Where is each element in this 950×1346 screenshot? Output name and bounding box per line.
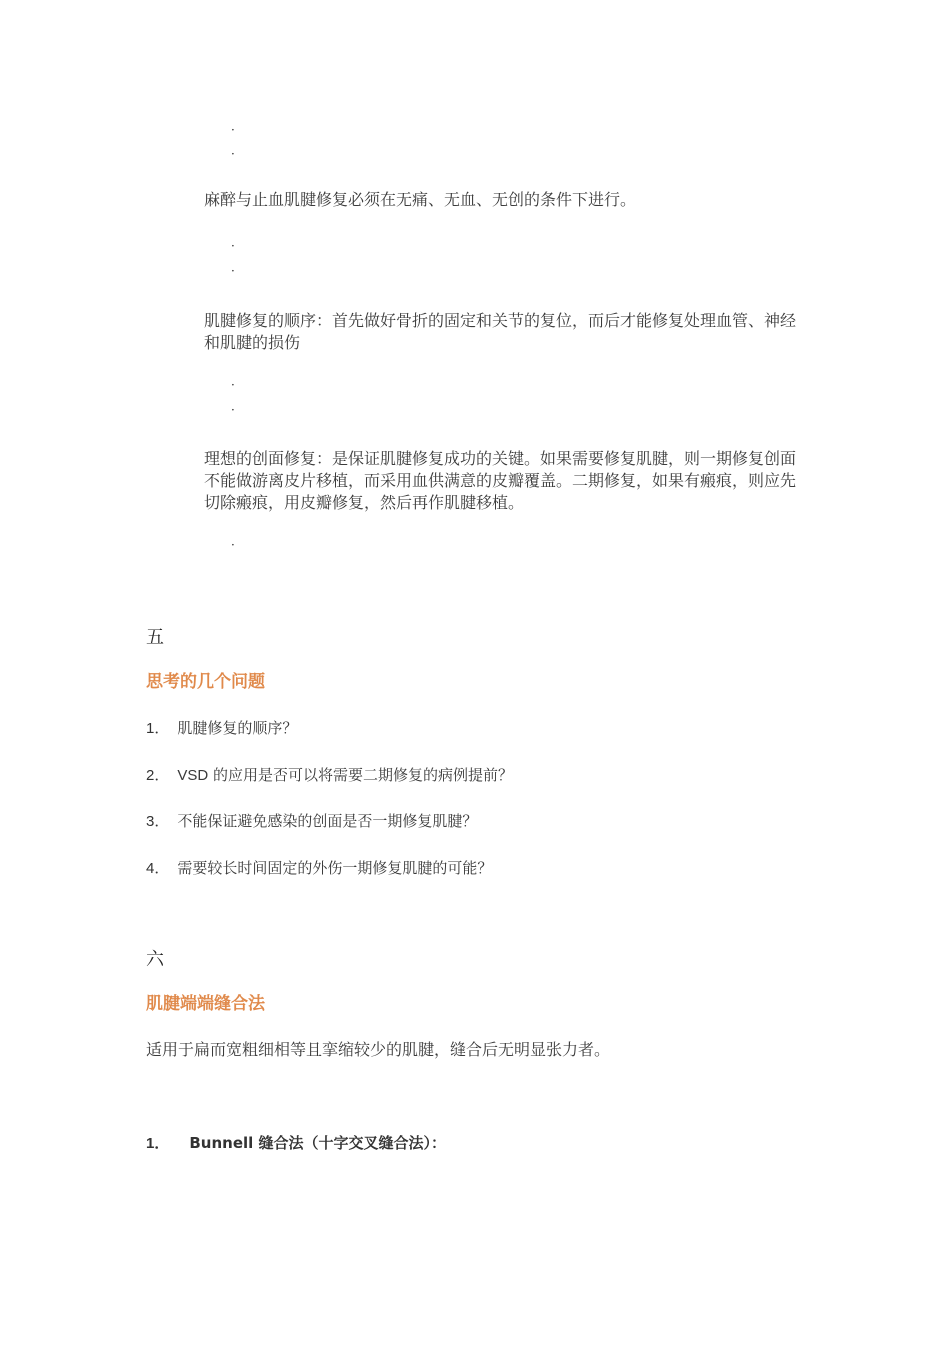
paragraph-wound-repair: 理想的创面修复：是保证肌腱修复成功的关键。如果需要修复肌腱，则一期修复创面不能做游离皮片移植，而采用血供满意的皮瓣覆盖。二期修复，如果有瘢痕，则应先切除瘢痕，用皮瓣修复，然后再作肌腱移植。 (204, 449, 797, 512)
list-abbrev: VSD (177, 767, 209, 784)
list-item (146, 811, 477, 832)
bullet: · (231, 378, 235, 392)
method-title: Bunnell 缝合法（十字交叉缝合法）： (189, 1134, 446, 1152)
bullet: · (231, 147, 235, 161)
list-text: 需要较长时间固定的外伤一期修复肌腱的可能？ (177, 859, 493, 877)
list-number: 4． (146, 860, 170, 877)
list-item (146, 765, 513, 786)
bullet: · (231, 538, 235, 552)
list-number: 3． (146, 813, 170, 830)
paragraph-repair-order: 肌腱修复的顺序：首先做好骨折的固定和关节的复位，而后才能修复处理血管、神经和肌腱的损伤 (204, 311, 797, 352)
method-number: 1． (146, 1135, 170, 1152)
list-text: 不能保证避免感染的创面是否一期修复肌腱？ (177, 812, 478, 830)
bullet: · (231, 403, 235, 417)
bullet: · (231, 239, 235, 253)
list-item (146, 858, 492, 879)
section-number: 五 (146, 627, 164, 648)
section-title: 思考的几个问题 (146, 672, 265, 692)
section-title: 肌腱端端缝合法 (146, 994, 265, 1014)
method-heading (146, 1133, 446, 1154)
section-intro: 适用于扁而宽粗细相等且挛缩较少的肌腱，缝合后无明显张力者。 (146, 1040, 611, 1059)
bullet: · (231, 264, 235, 278)
list-text: 肌腱修复的顺序？ (177, 719, 298, 737)
list-number: 2． (146, 767, 170, 784)
list-number: 1． (146, 720, 170, 737)
section-number: 六 (146, 949, 164, 970)
paragraph-anesthesia: 麻醉与止血肌腱修复必须在无痛、无血、无创的条件下进行。 (204, 190, 637, 209)
bullet: · (231, 123, 235, 137)
list-item (146, 718, 297, 739)
list-text: 的应用是否可以将需要二期修复的病例提前？ (208, 766, 513, 784)
